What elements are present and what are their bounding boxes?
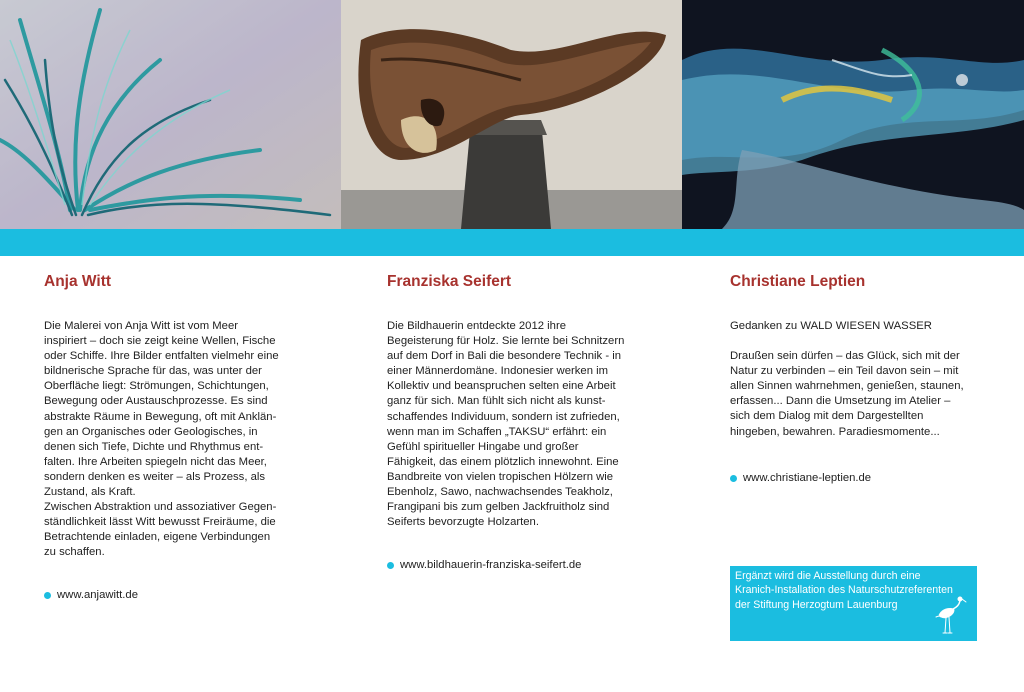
description-line: Fähigkeit, das einem plötzlich innewohnt. Eine xyxy=(387,455,619,468)
artist-name: Anja Witt xyxy=(44,273,112,290)
description-line: gen an Organisches oder Geologisches, in xyxy=(44,425,258,438)
spacer xyxy=(730,334,964,349)
wood-sculpture-image xyxy=(341,0,682,229)
website-link[interactable] xyxy=(387,559,581,571)
artist-name: Christiane Leptien xyxy=(730,273,866,290)
description-line: bildnerische Sprache für das, was unter der xyxy=(44,365,262,378)
description-line: abstrakte Räume in Bewegung, oft mit Anklän- xyxy=(44,410,277,423)
description-line: Zustand, als Kraft. xyxy=(44,486,136,499)
description-line: Die Bildhauerin entdeckte 2012 ihre xyxy=(387,320,566,332)
description-line: Oberfläche liegt: Strömungen, Schichtungen, xyxy=(44,380,269,393)
description-line: Bewegung oder Austauschprozesse. Es sind xyxy=(44,395,268,408)
description-line: Draußen sein dürfen – das Glück, sich mit der xyxy=(730,350,960,363)
bullet-dot-icon xyxy=(387,562,394,569)
description-line: schaffendes Individuum, sondern ist zufrieden, xyxy=(387,410,620,423)
note-line: Kranich-Installation des Naturschutzreferenten xyxy=(735,584,953,597)
description-line: Bandbreite von vielen tropischen Hölzern wie xyxy=(387,470,614,483)
bullet-dot-icon xyxy=(730,475,737,482)
description-line: Kollektiv und beanspruchen selten eine Arbeit xyxy=(387,380,616,393)
artist-description xyxy=(387,319,624,530)
website-link[interactable] xyxy=(730,472,871,484)
artist-subtitle: Gedanken zu WALD WIESEN WASSER xyxy=(730,320,932,332)
description-line: Betrachtende einladen, eigene Verbindungen xyxy=(44,531,271,544)
accent-band xyxy=(0,229,1024,256)
description-line: auf dem Dorf in Bali die besondere Technik - in xyxy=(387,350,622,363)
website-text: www.bildhauerin-franziska-seifert.de xyxy=(400,559,582,571)
crane-icon xyxy=(933,593,967,635)
website-link[interactable] xyxy=(44,589,138,601)
description-line: sich dem Dialog mit dem Dargestellten xyxy=(730,410,924,423)
description-line: Frangipani bis zum gelben Jackfruitholz sind xyxy=(387,501,610,514)
description-line: erfassen... Dann die Umsetzung im Atelier – xyxy=(730,395,951,408)
description-line: sondern denken es weiter – als Prozess, als xyxy=(44,470,266,483)
description-line: hingeben, bewahren. Paradiesmomente... xyxy=(730,425,940,438)
description-line: zu schaffen. xyxy=(44,546,105,559)
note-line: Ergänzt wird die Ausstellung durch eine xyxy=(735,570,921,582)
description-line: ständlichkeit lässt Witt bewusst Freiräume, die xyxy=(44,516,276,529)
description-line: oder Schiffe. Ihre Bilder entfalten vielmehr eine xyxy=(44,350,279,363)
artwork-christiane-leptien xyxy=(682,0,1024,229)
artwork-anja-witt xyxy=(0,0,341,229)
artist-description xyxy=(44,319,279,561)
website-text: www.anjawitt.de xyxy=(57,589,138,601)
crane-installation-note xyxy=(730,566,977,641)
artist-name: Franziska Seifert xyxy=(387,273,512,290)
website-text: www.christiane-leptien.de xyxy=(743,472,872,484)
description-line: allen Sinnen wahrnehmen, genießen, staunen, xyxy=(730,380,964,393)
description-line: inspiriert – doch sie zeigt keine Wellen, Fische xyxy=(44,335,276,348)
bullet-dot-icon xyxy=(44,592,51,599)
description-line: falten. Ihre Arbeiten spiegeln nicht das Meer, xyxy=(44,455,267,468)
description-line: Zwischen Abstraktion und assoziativer Gegen- xyxy=(44,501,277,514)
artwork-franziska-seifert xyxy=(341,0,682,229)
description-line: Natur zu verbinden – ein Teil davon sein – mit xyxy=(730,365,959,378)
description-line: einer Männerdomäne. Indonesier werken im xyxy=(387,365,609,378)
description-line: Seiferts bevorzugte Holzarten. xyxy=(387,516,539,529)
description-line: Begeisterung für Holz. Sie lernte bei Schnitzern xyxy=(387,335,625,348)
abstract-painting-image xyxy=(682,0,1024,229)
grass-painting-image xyxy=(0,0,341,229)
description-line: Gefühl spiritueller Hingabe und großer xyxy=(387,440,579,453)
description-line: wenn man im Schaffen „TAKSU“ erfährt: ein xyxy=(387,425,607,438)
note-line: der Stiftung Herzogtum Lauenburg xyxy=(735,598,898,611)
description-line: Die Malerei von Anja Witt ist vom Meer xyxy=(44,320,238,332)
artist-description xyxy=(730,319,964,440)
description-line: denen sich Tiefe, Dichte und Rhythmus ent- xyxy=(44,440,264,453)
description-line: ganz für sich. Man fühlt sich nicht als kunst- xyxy=(387,395,606,408)
description-line: Ebenholz, Sawo, nachwachsendes Teakholz, xyxy=(387,486,613,499)
